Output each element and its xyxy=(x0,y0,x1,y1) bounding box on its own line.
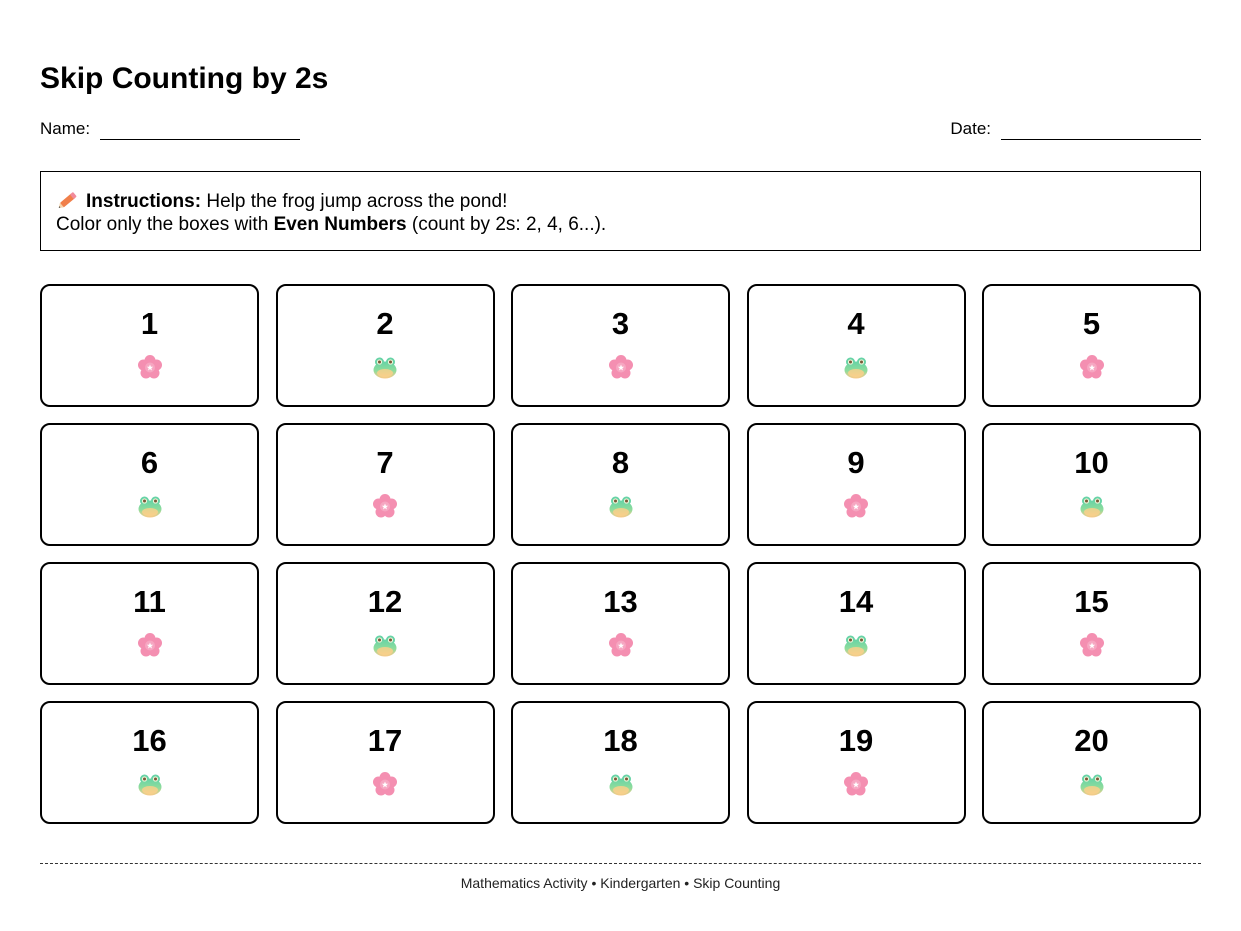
flower-icon xyxy=(1079,632,1105,658)
instructions-box xyxy=(40,171,1201,251)
date-field xyxy=(950,118,1201,140)
number-card[interactable] xyxy=(276,284,495,407)
instructions-text-2-suffix: (count by 2s: 2, 4, 6...). xyxy=(406,214,607,235)
date-label: Date: xyxy=(950,119,991,138)
name-input-line[interactable] xyxy=(100,119,300,140)
card-number: 1 xyxy=(140,306,159,341)
flower-icon xyxy=(137,632,163,658)
card-number: 7 xyxy=(376,445,394,480)
frog-icon xyxy=(608,493,634,519)
card-number: 20 xyxy=(1074,723,1109,758)
number-card[interactable] xyxy=(276,562,495,685)
number-card[interactable] xyxy=(276,701,495,824)
instructions-line-1 xyxy=(56,190,1185,213)
number-card[interactable] xyxy=(40,701,259,824)
number-card[interactable] xyxy=(511,423,730,546)
flower-icon xyxy=(608,354,634,380)
instructions-text-2-prefix: Color only the boxes with xyxy=(56,214,274,235)
frog-icon xyxy=(137,493,163,519)
number-card-grid xyxy=(40,284,1201,824)
name-label: Name: xyxy=(40,119,91,138)
card-number: 17 xyxy=(367,723,403,758)
number-card[interactable] xyxy=(40,562,259,685)
card-number: 5 xyxy=(1082,306,1101,341)
flower-icon xyxy=(1079,354,1105,380)
number-card[interactable] xyxy=(747,423,966,546)
footer-text: Mathematics Activity • Kindergarten • Skip Counting xyxy=(460,875,781,891)
card-number: 2 xyxy=(376,306,394,341)
number-card[interactable] xyxy=(40,423,259,546)
card-number: 4 xyxy=(847,306,865,341)
card-number: 8 xyxy=(611,445,630,480)
frog-icon xyxy=(372,632,398,658)
card-number: 12 xyxy=(367,584,403,619)
name-field xyxy=(40,118,300,140)
frog-icon xyxy=(608,771,634,797)
number-card[interactable] xyxy=(276,423,495,546)
flower-icon xyxy=(137,354,163,380)
frog-icon xyxy=(372,354,398,380)
flower-icon xyxy=(843,493,869,519)
number-card[interactable] xyxy=(982,284,1201,407)
footer-divider xyxy=(40,863,1201,864)
card-number: 13 xyxy=(603,584,638,619)
meta-row xyxy=(40,118,1201,142)
card-number: 9 xyxy=(847,445,865,480)
card-number: 15 xyxy=(1074,584,1109,619)
frog-icon xyxy=(1079,493,1105,519)
frog-icon xyxy=(1079,771,1105,797)
card-number: 18 xyxy=(603,723,638,758)
instructions-heading: Instructions: xyxy=(86,191,202,212)
number-card[interactable] xyxy=(747,562,966,685)
pencil-icon xyxy=(56,190,80,210)
instructions-text-1: Help the frog jump across the pond! xyxy=(201,191,508,212)
card-number: 3 xyxy=(611,306,630,341)
number-card[interactable] xyxy=(511,701,730,824)
flower-icon xyxy=(372,493,398,519)
card-number: 14 xyxy=(838,584,874,619)
number-card[interactable] xyxy=(40,284,259,407)
card-number: 10 xyxy=(1074,445,1109,480)
frog-icon xyxy=(843,632,869,658)
instructions-emphasis: Even Numbers xyxy=(273,214,407,235)
frog-icon xyxy=(137,771,163,797)
flower-icon xyxy=(608,632,634,658)
number-card[interactable] xyxy=(982,423,1201,546)
card-number: 11 xyxy=(133,584,166,619)
card-number: 6 xyxy=(140,445,159,480)
flower-icon xyxy=(372,771,398,797)
number-card[interactable] xyxy=(747,701,966,824)
flower-icon xyxy=(843,771,869,797)
instructions-line-2 xyxy=(56,213,1185,236)
date-input-line[interactable] xyxy=(1001,119,1201,140)
frog-icon xyxy=(843,354,869,380)
number-card[interactable] xyxy=(511,562,730,685)
number-card[interactable] xyxy=(982,562,1201,685)
page-title: Skip Counting by 2s xyxy=(40,62,329,95)
number-card[interactable] xyxy=(982,701,1201,824)
card-number: 19 xyxy=(838,723,874,758)
number-card[interactable] xyxy=(511,284,730,407)
card-number: 16 xyxy=(132,723,167,758)
number-card[interactable] xyxy=(747,284,966,407)
